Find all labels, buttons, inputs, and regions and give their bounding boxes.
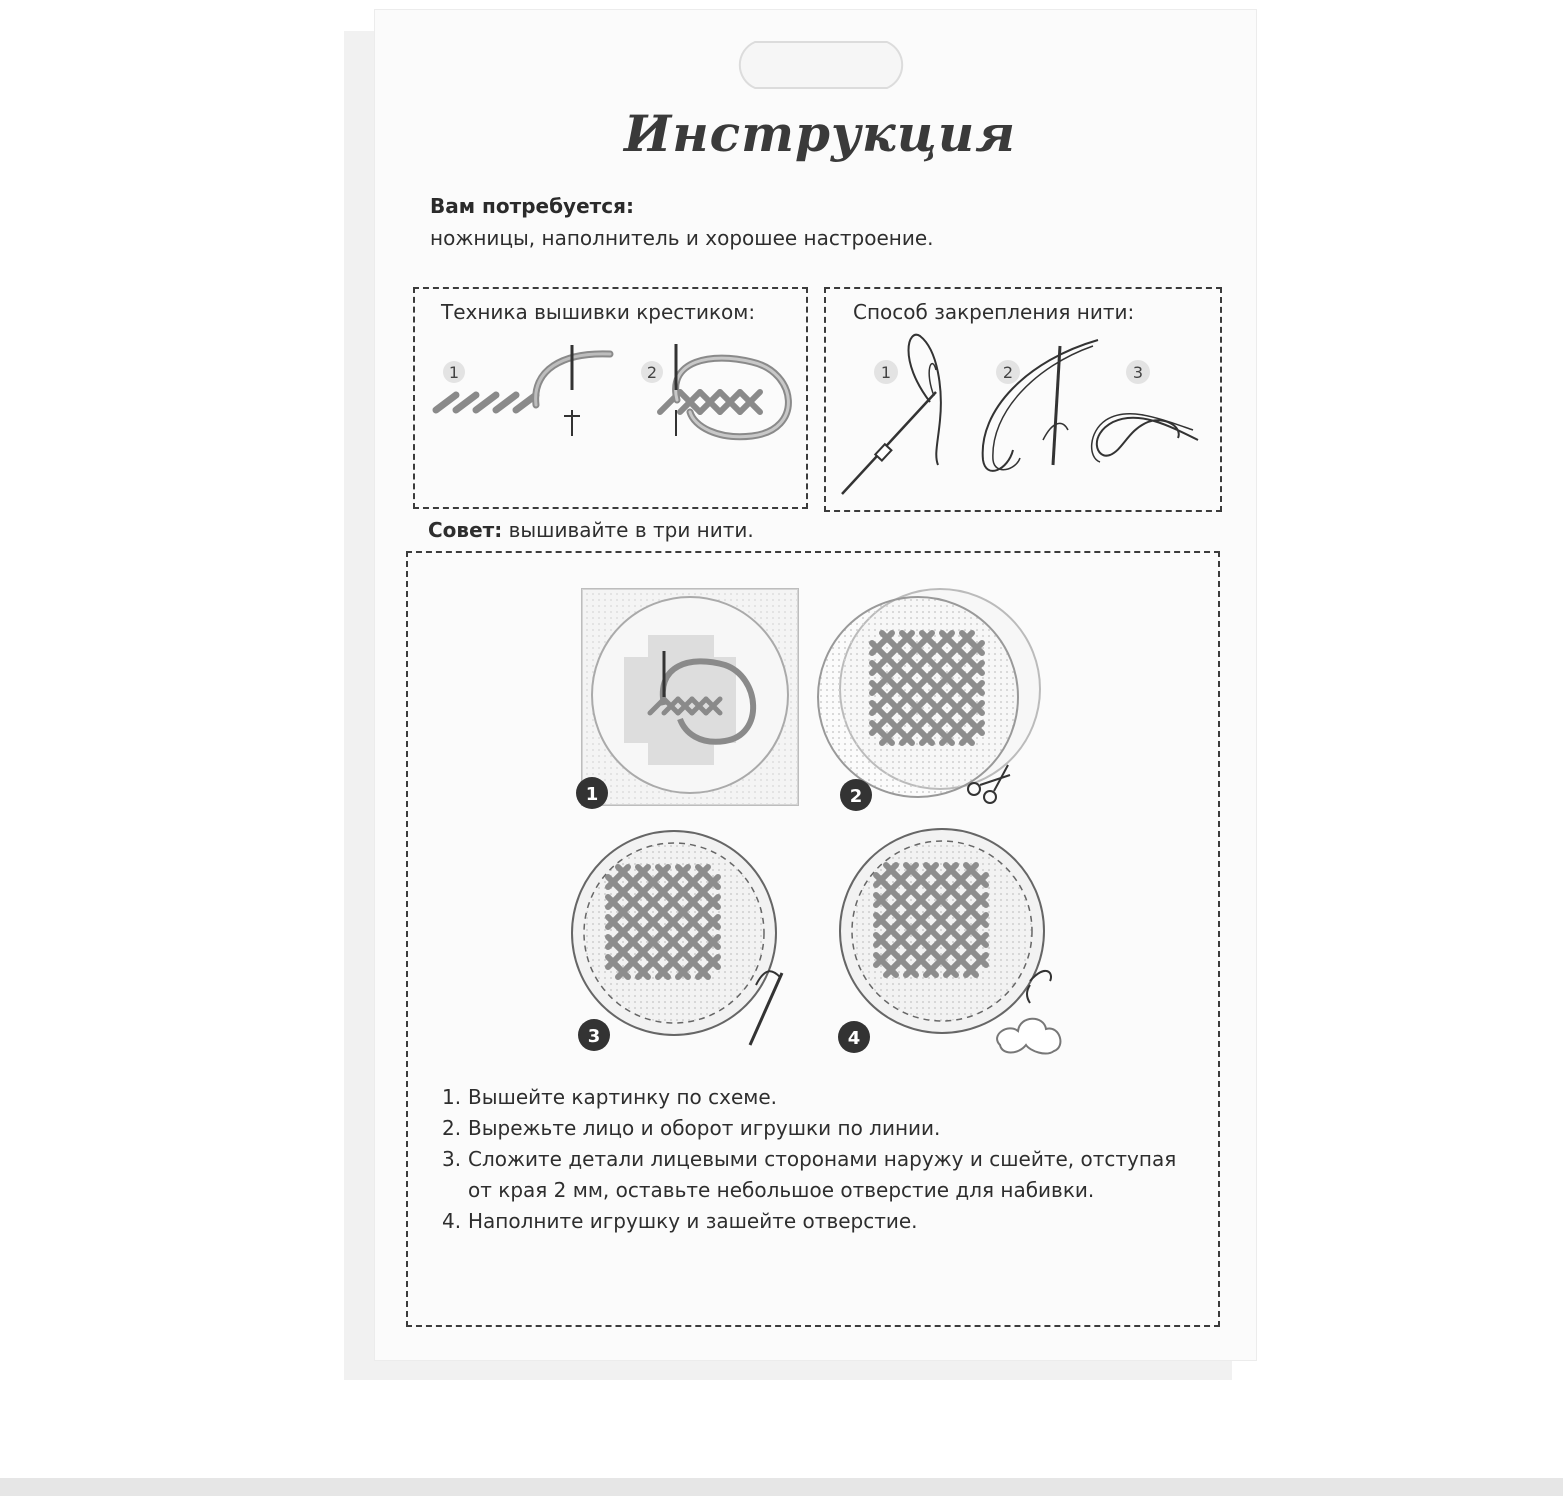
- advice-text: [428, 518, 754, 542]
- illustration-badge-3: 3: [587, 1026, 601, 1047]
- technique-title: Техника вышивки крестиком:: [441, 300, 756, 324]
- illustration-badge-4: 4: [847, 1028, 861, 1049]
- hang-hole-icon: [728, 38, 914, 92]
- step-number: 3.: [442, 1147, 462, 1171]
- page-title: Инструкция: [623, 104, 1017, 163]
- steps-list: [442, 1082, 1202, 1237]
- step-text: Вырежьте лицо и оборот игрушки по линии.: [468, 1116, 941, 1140]
- thread-fixing-title: Способ закрепления нити:: [853, 300, 1135, 324]
- step-number: 2.: [442, 1116, 462, 1140]
- fixing-step-2-label: 2: [1002, 363, 1014, 382]
- technique-step-1-label: 1: [448, 363, 460, 382]
- step-illustrations: [560, 585, 1100, 1070]
- illustration-badge-2: 2: [849, 786, 863, 807]
- advice-body: вышивайте в три нити.: [508, 518, 754, 542]
- fixing-step-3-label: 3: [1132, 363, 1144, 382]
- advice-label: Совет:: [428, 518, 503, 542]
- thread-fixing-icon: [838, 330, 1208, 500]
- stuffing-icon: [997, 1019, 1060, 1054]
- step-item: [442, 1082, 1202, 1113]
- needs-text: ножницы, наполнитель и хорошее настроение.: [430, 226, 934, 250]
- technique-step-2-label: 2: [646, 363, 658, 382]
- cross-stitch-technique-icon: [432, 340, 802, 445]
- step-item: [442, 1113, 1202, 1144]
- illustration-badge-1: 1: [585, 784, 599, 805]
- step-text: Наполните игрушку и зашейте отверстие.: [468, 1209, 918, 1233]
- step-text: Вышейте картинку по схеме.: [468, 1085, 778, 1109]
- step-number: 4.: [442, 1209, 462, 1233]
- step-item: [442, 1144, 1202, 1206]
- fixing-step-1-label: 1: [880, 363, 892, 382]
- step-number: 1.: [442, 1085, 462, 1109]
- step-text: Сложите детали лицевыми сторонами наружу и сшейте, отступая от края 2 мм, оставьте небольшое отверстие для набивки.: [468, 1147, 1177, 1202]
- needs-label: Вам потребуется:: [430, 194, 634, 218]
- step-item: [442, 1206, 1202, 1237]
- bottom-strip: [0, 1478, 1563, 1496]
